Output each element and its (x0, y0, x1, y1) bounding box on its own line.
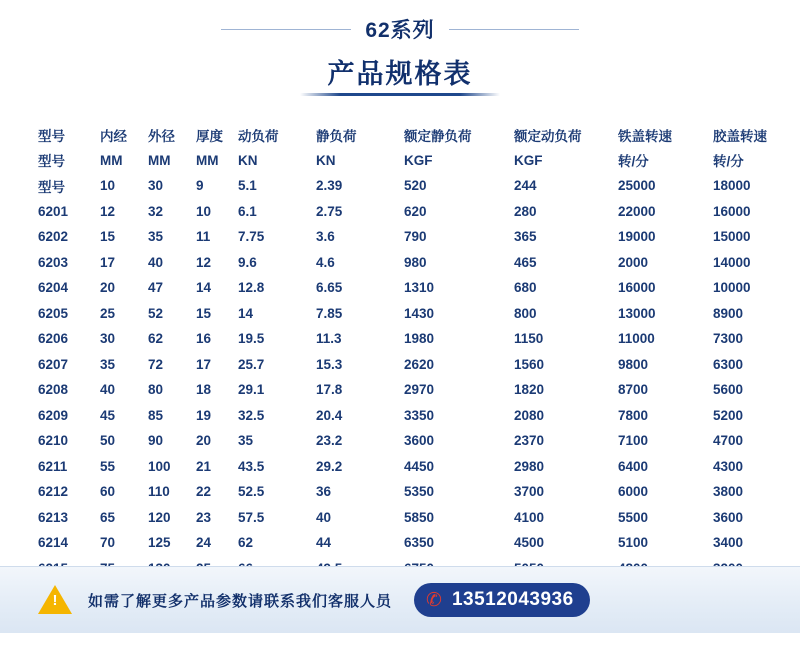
table-cell: 6214 (38, 535, 69, 551)
table-cell: 2080 (514, 407, 545, 423)
table-cell: 35 (100, 356, 116, 372)
table-cell: 65 (100, 509, 116, 525)
table-cell: 2.75 (316, 203, 343, 219)
table-cell: 7300 (713, 331, 744, 347)
spec-table-head (38, 122, 768, 173)
table-cell: 11 (196, 229, 211, 245)
table-cell: 7800 (618, 407, 649, 423)
table-cell: 10 (196, 203, 212, 219)
table-cell: 1150 (514, 331, 544, 347)
table-cell: 35 (238, 433, 254, 449)
table-cell: 52 (148, 305, 164, 321)
table-cell: 1560 (514, 356, 545, 372)
table-cell: 18000 (713, 178, 751, 194)
table-cell: 20 (100, 280, 116, 296)
table-cell: 800 (514, 305, 537, 321)
table-cell: 30 (100, 331, 116, 347)
table-cell: 52.5 (238, 484, 265, 500)
table-cell: 620 (404, 203, 427, 219)
phone-pill[interactable] (414, 583, 590, 617)
table-cell: 35 (148, 229, 164, 245)
table-cell: 90 (148, 433, 164, 449)
spec-table-container (38, 122, 768, 581)
table-cell: 9 (196, 178, 204, 194)
table-cell: 6205 (38, 305, 69, 321)
table-cell: 8700 (618, 382, 649, 398)
table-cell: 60 (100, 484, 116, 500)
table-cell: 6204 (38, 280, 69, 296)
table-cell: 6203 (38, 254, 69, 270)
table-cell: 465 (514, 254, 537, 270)
table-cell: 1980 (404, 331, 435, 347)
table-cell: 72 (148, 356, 164, 372)
table-cell: 36 (316, 484, 332, 500)
table-cell: 12.8 (238, 280, 265, 296)
phone-icon: ✆ (426, 589, 442, 611)
table-cell: 6300 (713, 356, 744, 372)
column-header: 内经 (100, 128, 127, 144)
table-cell: 4500 (514, 535, 545, 551)
table-cell: 17.8 (316, 382, 343, 398)
table-cell: 5200 (713, 407, 744, 423)
table-row (38, 505, 768, 531)
table-cell: 6201 (38, 203, 69, 219)
table-cell: 680 (514, 280, 537, 296)
column-unit: KN (238, 152, 258, 168)
table-cell: 32.5 (238, 407, 265, 423)
table-cell: 280 (514, 203, 537, 219)
table-cell: 3700 (514, 484, 545, 500)
table-cell: 3350 (404, 407, 435, 423)
title-underline (300, 93, 500, 96)
table-cell: 9.6 (238, 254, 257, 270)
table-cell: 22000 (618, 203, 656, 219)
column-header: 厚度 (196, 128, 223, 144)
table-cell: 44 (316, 535, 332, 551)
column-unit: KGF (404, 152, 433, 168)
table-cell: 11000 (618, 331, 655, 347)
table-cell: 40 (100, 382, 116, 398)
series-heading (0, 14, 800, 44)
table-cell: 6.1 (238, 203, 257, 219)
table-row (38, 224, 768, 250)
table-cell: 6206 (38, 331, 69, 347)
table-cell: 15000 (713, 229, 751, 245)
warning-exclamation: ! (52, 592, 58, 609)
table-cell: 70 (100, 535, 116, 551)
table-cell: 8900 (713, 305, 744, 321)
table-cell: 4450 (404, 458, 435, 474)
series-label: 62系列 (365, 19, 435, 42)
table-cell: 10000 (713, 280, 751, 296)
table-cell: 16000 (713, 203, 751, 219)
table-cell: 62 (148, 331, 164, 347)
table-cell: 6.65 (316, 280, 343, 296)
column-header: 额定动负荷 (514, 128, 582, 144)
spec-table (38, 122, 768, 581)
table-row (38, 454, 768, 480)
table-cell: 19 (196, 407, 212, 423)
column-header: 动负荷 (238, 128, 279, 144)
table-cell: 11.3 (316, 331, 342, 347)
table-cell: 4300 (713, 458, 744, 474)
table-cell: 12 (196, 254, 212, 270)
table-row (38, 199, 768, 225)
table-cell: 5350 (404, 484, 435, 500)
column-header: 胶盖转速 (713, 128, 767, 144)
contact-banner (0, 566, 800, 633)
table-cell: 80 (148, 382, 164, 398)
table-cell: 120 (148, 509, 171, 525)
table-cell: 12 (100, 203, 116, 219)
table-cell: 25.7 (238, 356, 265, 372)
table-cell: 6207 (38, 356, 69, 372)
table-row (38, 301, 768, 327)
warning-triangle-icon (38, 585, 72, 615)
table-cell: 14 (196, 280, 212, 296)
table-cell: 6208 (38, 382, 69, 398)
table-cell: 4.6 (316, 254, 335, 270)
table-cell: 25000 (618, 178, 656, 194)
table-row (38, 326, 768, 352)
table-cell: 25 (100, 305, 116, 321)
table-cell: 23.2 (316, 433, 343, 449)
table-cell: 型号 (38, 179, 65, 195)
table-cell: 18 (196, 382, 212, 398)
table-cell: 15 (196, 305, 212, 321)
table-cell: 10 (100, 178, 116, 194)
table-cell: 3.6 (316, 229, 335, 245)
column-header: 铁盖转速 (618, 128, 672, 144)
table-cell: 7.75 (238, 229, 265, 245)
series-rule-left (221, 29, 351, 30)
table-cell: 6350 (404, 535, 435, 551)
column-unit: KN (316, 152, 336, 168)
table-cell: 3800 (713, 484, 744, 500)
page-title: 产品规格表 (327, 59, 473, 89)
table-cell: 29.1 (238, 382, 265, 398)
table-cell: 2.39 (316, 178, 343, 194)
table-cell: 365 (514, 229, 537, 245)
table-row (38, 479, 768, 505)
column-header: 静负荷 (316, 128, 357, 144)
table-cell: 6210 (38, 433, 69, 449)
table-cell: 2370 (514, 433, 545, 449)
table-cell: 5100 (618, 535, 649, 551)
table-row (38, 428, 768, 454)
table-cell: 6213 (38, 509, 69, 525)
table-units-row (38, 148, 768, 174)
table-cell: 2970 (404, 382, 435, 398)
table-cell: 3600 (713, 509, 744, 525)
table-cell: 30 (148, 178, 164, 194)
table-cell: 100 (148, 458, 171, 474)
table-cell: 5600 (713, 382, 744, 398)
table-cell: 16 (196, 331, 212, 347)
table-cell: 14000 (713, 254, 751, 270)
column-header: 额定静负荷 (404, 128, 472, 144)
table-cell: 23 (196, 509, 212, 525)
table-cell: 5850 (404, 509, 435, 525)
table-cell: 55 (100, 458, 116, 474)
table-cell: 1430 (404, 305, 435, 321)
table-cell: 15.3 (316, 356, 343, 372)
table-row (38, 530, 768, 556)
table-row (38, 352, 768, 378)
series-rule-right (449, 29, 579, 30)
table-cell: 20.4 (316, 407, 343, 423)
column-unit: 转/分 (618, 154, 649, 170)
table-cell: 20 (196, 433, 212, 449)
table-cell: 19.5 (238, 331, 265, 347)
table-cell: 4100 (514, 509, 545, 525)
table-cell: 62 (238, 535, 254, 551)
table-cell: 7100 (618, 433, 649, 449)
column-unit: KGF (514, 152, 543, 168)
contact-notice-text: 如需了解更多产品参数请联系我们客服人员 (88, 592, 393, 610)
table-cell: 790 (404, 229, 427, 245)
table-cell: 2620 (404, 356, 435, 372)
table-cell: 40 (148, 254, 164, 270)
table-cell: 45 (100, 407, 116, 423)
table-cell: 7.85 (316, 305, 343, 321)
table-cell: 17 (100, 254, 116, 270)
table-cell: 980 (404, 254, 427, 270)
table-cell: 13000 (618, 305, 656, 321)
table-cell: 6209 (38, 407, 69, 423)
table-cell: 125 (148, 535, 171, 551)
column-header: 外径 (148, 128, 175, 144)
table-cell: 22 (196, 484, 212, 500)
table-row (38, 377, 768, 403)
table-cell: 32 (148, 203, 164, 219)
table-cell: 47 (148, 280, 164, 296)
table-cell: 21 (196, 458, 212, 474)
table-cell: 40 (316, 509, 332, 525)
table-cell: 5500 (618, 509, 649, 525)
table-cell: 24 (196, 535, 212, 551)
table-cell: 6212 (38, 484, 69, 500)
table-cell: 15 (100, 229, 116, 245)
column-unit: MM (148, 152, 171, 168)
column-unit: MM (196, 152, 219, 168)
table-cell: 43.5 (238, 458, 265, 474)
table-cell: 6211 (38, 458, 68, 474)
table-row (38, 250, 768, 276)
table-cell: 2980 (514, 458, 545, 474)
table-cell: 110 (148, 484, 170, 500)
table-header-row (38, 122, 768, 148)
spec-table-body (38, 173, 768, 581)
table-cell: 1310 (404, 280, 435, 296)
column-unit: 转/分 (713, 154, 744, 170)
table-cell: 9800 (618, 356, 649, 372)
table-cell: 85 (148, 407, 164, 423)
table-cell: 3400 (713, 535, 744, 551)
table-cell: 3600 (404, 433, 435, 449)
column-unit: MM (100, 152, 123, 168)
table-row (38, 275, 768, 301)
table-cell: 520 (404, 178, 427, 194)
table-cell: 19000 (618, 229, 656, 245)
table-cell: 6400 (618, 458, 649, 474)
table-row (38, 403, 768, 429)
column-header: 型号 (38, 128, 65, 144)
table-cell: 57.5 (238, 509, 265, 525)
table-cell: 1820 (514, 382, 545, 398)
table-cell: 244 (514, 178, 537, 194)
table-cell: 5.1 (238, 178, 257, 194)
table-row (38, 173, 768, 199)
table-cell: 6000 (618, 484, 649, 500)
table-cell: 4700 (713, 433, 744, 449)
table-cell: 6202 (38, 229, 69, 245)
column-unit: 型号 (38, 154, 65, 170)
table-cell: 14 (238, 305, 254, 321)
table-cell: 17 (196, 356, 212, 372)
table-cell: 2000 (618, 254, 649, 270)
table-cell: 50 (100, 433, 116, 449)
table-cell: 16000 (618, 280, 656, 296)
table-cell: 29.2 (316, 458, 343, 474)
phone-number: 13512043936 (451, 589, 574, 610)
